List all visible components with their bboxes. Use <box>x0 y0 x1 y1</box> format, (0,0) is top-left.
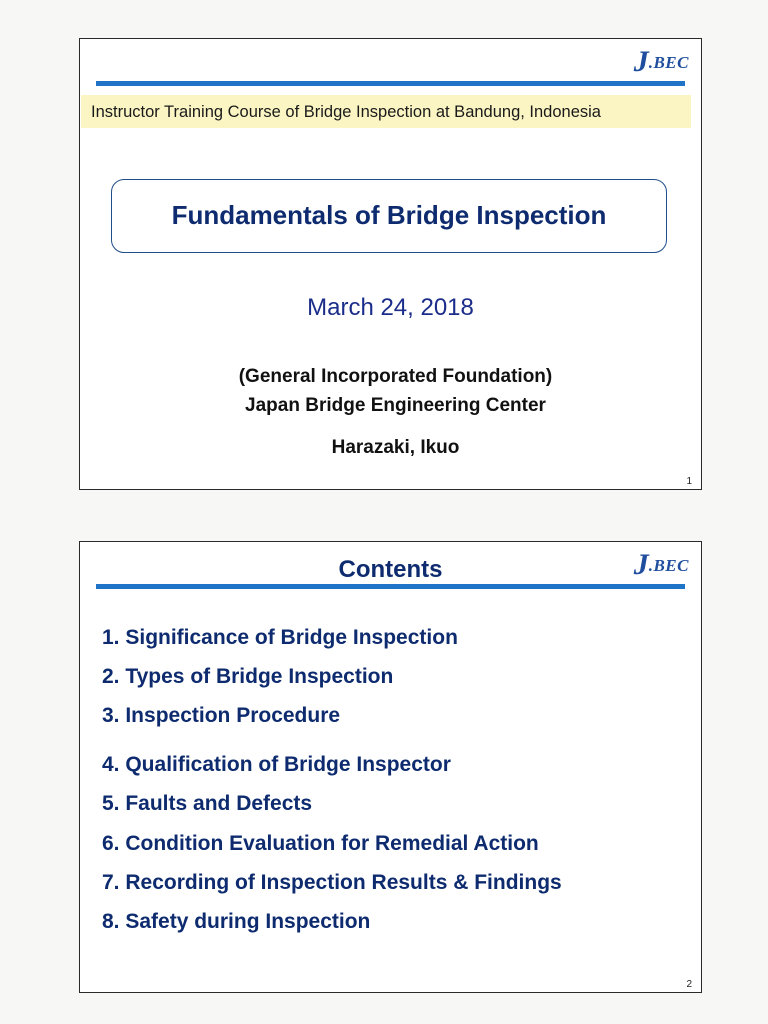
jbec-logo <box>634 45 689 79</box>
presentation-title: Fundamentals of Bridge Inspection <box>171 200 607 230</box>
page-number: 1 <box>686 476 692 487</box>
contents-item: 3. Inspection Procedure <box>102 704 341 727</box>
slide-1 <box>79 38 702 490</box>
logo-letter-j: J <box>633 45 649 78</box>
header-rule <box>96 584 685 589</box>
title-box <box>111 179 667 253</box>
course-banner-text: Instructor Training Course of Bridge Inspection at Bandung, Indonesia <box>91 103 601 121</box>
page-number: 2 <box>686 979 692 990</box>
logo-letters: .BEC <box>648 556 689 575</box>
presentation-date: March 24, 2018 <box>307 294 474 321</box>
header-rule <box>96 81 685 86</box>
contents-item: 6. Condition Evaluation for Remedial Action <box>102 832 539 855</box>
contents-item: 5. Faults and Defects <box>102 792 313 815</box>
contents-heading: Contents <box>338 556 443 583</box>
logo-letters: .BEC <box>648 53 689 72</box>
course-banner <box>81 95 691 128</box>
author-name: Harazaki, Ikuo <box>331 437 460 458</box>
contents-item: 7. Recording of Inspection Results & Findings <box>102 871 562 894</box>
organization-name: Japan Bridge Engineering Center <box>245 395 546 416</box>
contents-item: 1. Significance of Bridge Inspection <box>102 626 458 649</box>
contents-item: 4. Qualification of Bridge Inspector <box>102 753 451 776</box>
contents-item: 8. Safety during Inspection <box>102 910 371 933</box>
contents-item: 2. Types of Bridge Inspection <box>102 665 394 688</box>
slide-2 <box>79 541 702 993</box>
jbec-logo <box>634 548 689 582</box>
logo-letter-j: J <box>633 548 649 581</box>
organization-type: (General Incorporated Foundation) <box>238 366 553 387</box>
